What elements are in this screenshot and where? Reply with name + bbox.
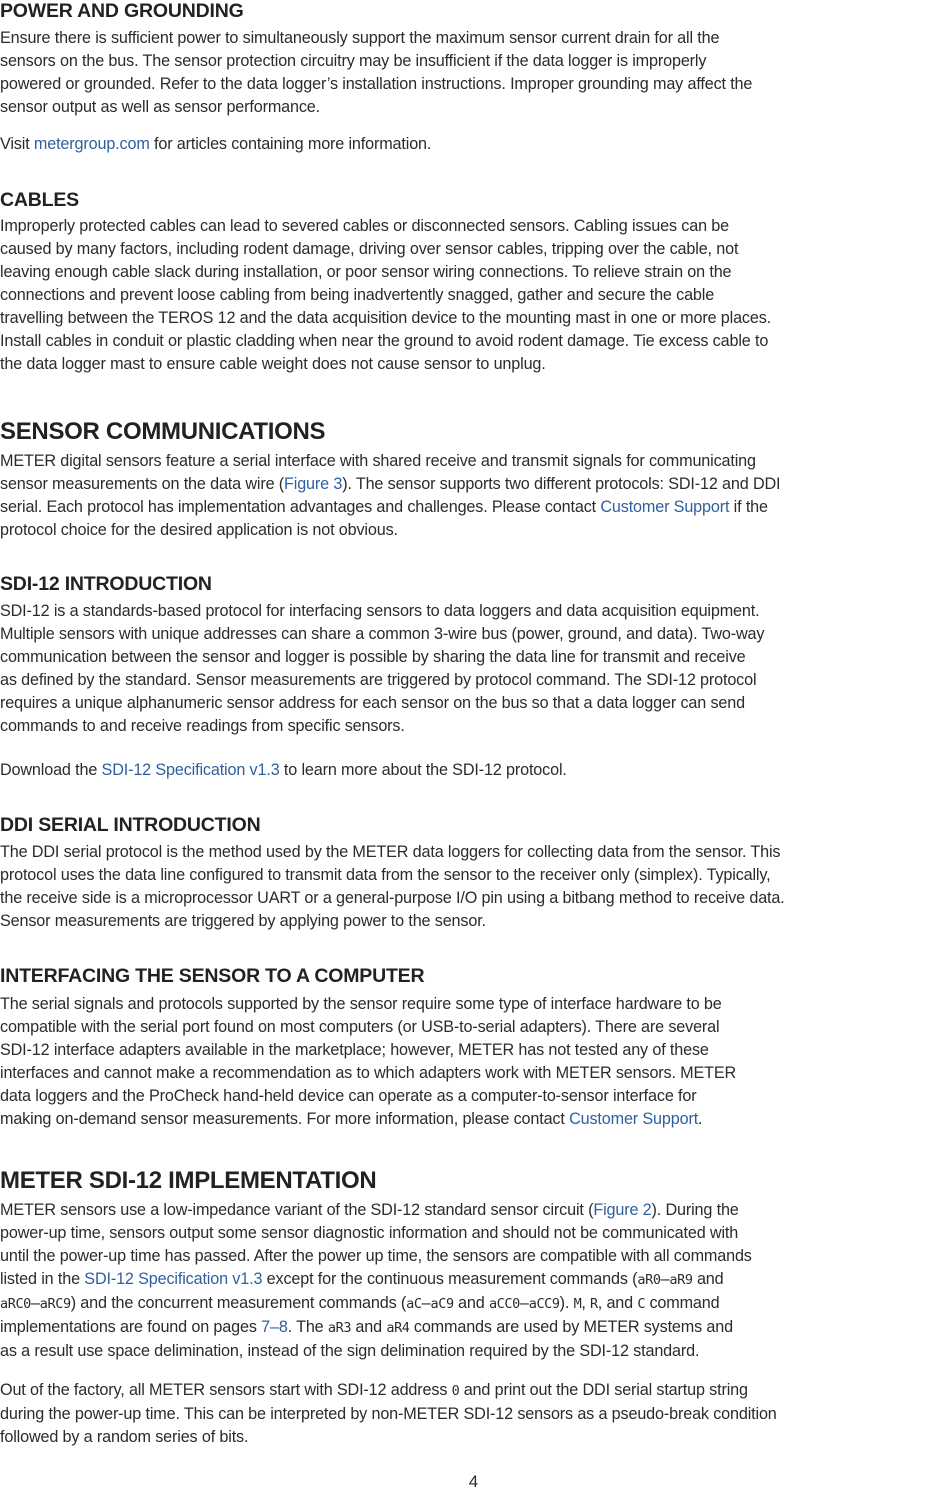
heading-interfacing-sensor-computer: INTERFACING THE SENSOR TO A COMPUTER (0, 965, 425, 987)
text-line: sensors on the bus. The sensor protection circuitry may be insufficient if the data logger is improperly (0, 52, 707, 70)
heading-sensor-communications: SENSOR COMMUNICATIONS (0, 418, 326, 445)
text: , and (597, 1294, 638, 1312)
code-command: C (637, 1296, 646, 1312)
code-command: aR3 (327, 1320, 352, 1336)
heading-power-and-grounding: POWER AND GROUNDING (0, 0, 244, 22)
text-line: Sensor measurements are triggered by applying power to the sensor. (0, 912, 486, 930)
text: – (519, 1294, 529, 1312)
text-line: power-up time, sensors output some sensor diagnostic information and should not be communicated with (0, 1224, 739, 1242)
text-line: sensor output as well as sensor performance. (0, 98, 321, 116)
text-line: caused by many factors, including rodent damage, driving over sensor cables, tripping over the cable, not (0, 240, 739, 258)
link-customer-support[interactable]: Customer Support (569, 1110, 699, 1128)
text-line (0, 1199, 947, 1222)
text: and (453, 1294, 489, 1312)
text-line (0, 759, 947, 782)
text-line: interfaces and cannot make a recommendation as to which adapters work with METER sensors. METER (0, 1064, 737, 1082)
heading-ddi-serial-introduction: DDI SERIAL INTRODUCTION (0, 814, 261, 836)
link-figure-2[interactable]: Figure 2 (593, 1201, 652, 1219)
code-command: aC (406, 1296, 422, 1312)
text-line (0, 496, 947, 519)
code-command: R (590, 1296, 598, 1312)
text: Visit (0, 135, 34, 153)
text: serial. Each protocol has implementation advantages and challenges. Please contact (0, 498, 601, 516)
text-line: powered or grounded. Refer to the data logger’s installation instructions. Improper grounding may affect the (0, 75, 753, 93)
text: making on-demand sensor measurements. For more information, please contact (0, 1110, 570, 1128)
paragraph-visit (0, 133, 947, 156)
text-line: METER digital sensors feature a serial interface with shared receive and transmit signals for communicating (0, 452, 756, 470)
text: for articles containing more information. (149, 135, 432, 153)
text: ) and the concurrent measurement commands ( (70, 1294, 407, 1312)
text: METER sensors use a low-impedance variant of the SDI-12 standard sensor circuit ( (0, 1201, 594, 1219)
text-line: protocol uses the data line configured to transmit data from the sensor to the receiver only (simplex). Typically, (0, 866, 771, 884)
text: and (351, 1318, 387, 1336)
text: and print out the DDI serial startup string (459, 1381, 748, 1399)
text-line: requires a unique alphanumeric sensor address for each sensor on the bus so that a data logger can send (0, 694, 745, 712)
code-command: aCC9 (528, 1296, 560, 1312)
heading-sdi12-introduction: SDI-12 INTRODUCTION (0, 573, 212, 595)
text: commands are used by METER systems and (409, 1318, 733, 1336)
text-line (0, 1108, 947, 1131)
code-command: aRC9 (39, 1296, 71, 1312)
text: – (421, 1294, 431, 1312)
text: . The (287, 1318, 328, 1336)
text-line: SDI-12 interface adapters available in the marketplace; however, METER has not tested any of these (0, 1041, 709, 1059)
text-line (0, 1268, 947, 1292)
code-command: aR4 (386, 1320, 410, 1336)
text: Out of the factory, all METER sensors start with SDI-12 address (0, 1381, 452, 1399)
text-line: as defined by the standard. Sensor measurements are triggered by protocol command. The SDI-12 protocol (0, 671, 757, 689)
text-line: until the power-up time has passed. After the power up time, the sensors are compatible with all commands (0, 1247, 752, 1265)
text: – (660, 1270, 670, 1288)
text: . (698, 1110, 703, 1128)
code-command: aRC0 (0, 1296, 31, 1312)
text-line (0, 1316, 947, 1340)
page-number: 4 (468, 1472, 479, 1491)
text: implementations are found on pages (0, 1318, 262, 1336)
code-address: 0 (451, 1383, 460, 1399)
paragraph-sdi12-intro (0, 600, 947, 738)
text: , (581, 1294, 591, 1312)
text: command (645, 1294, 720, 1312)
text-line: during the power-up time. This can be interpreted by non-METER SDI-12 sensors as a pseudo-break condition (0, 1405, 777, 1423)
text-line: The serial signals and protocols supported by the sensor require some type of interface hardware to be (0, 995, 722, 1013)
link-metergroup[interactable]: metergroup.com (33, 135, 150, 153)
text-line (0, 1379, 947, 1403)
text: Download the (0, 761, 102, 779)
text-line (0, 133, 947, 156)
text-line: protocol choice for the desired application is not obvious. (0, 521, 398, 539)
text-line: the receive side is a microprocessor UART or a general-purpose I/O pin using a bitbang method to receive data. (0, 889, 785, 907)
text: sensor measurements on the data wire ( (0, 475, 285, 493)
text: except for the continuous measurement commands ( (262, 1270, 638, 1288)
link-pages-7-8[interactable]: 7–8 (261, 1318, 288, 1336)
heading-meter-sdi12-implementation: METER SDI-12 IMPLEMENTATION (0, 1167, 377, 1194)
text-line: Ensure there is sufficient power to simultaneously support the maximum sensor current drain for all the (0, 29, 720, 47)
text-line: SDI-12 is a standards-based protocol for interfacing sensors to data loggers and data acquisition equipment. (0, 602, 760, 620)
text-line: The DDI serial protocol is the method used by the METER data loggers for collecting data from the sensor. This (0, 843, 781, 861)
text-line: leaving enough cable slack during installation, or poor sensor wiring connections. To relieve strain on the (0, 263, 732, 281)
text-line: data loggers and the ProCheck hand-held device can operate as a computer-to-sensor interface for (0, 1087, 697, 1105)
text-line: compatible with the serial port found on most computers (or USB-to-serial adapters). There are several (0, 1018, 720, 1036)
text: if the (729, 498, 768, 516)
code-command: aR9 (669, 1272, 693, 1288)
text-line: as a result use space delimination, instead of the sign delimination required by the SDI-12 standard. (0, 1342, 700, 1360)
link-sdi12-specification[interactable]: SDI-12 Specification v1.3 (101, 761, 280, 779)
code-command: aCC0 (488, 1296, 520, 1312)
paragraph-factory (0, 1379, 947, 1449)
text: ). During the (651, 1201, 739, 1219)
text-line: Install cables in conduit or plastic cladding when near the ground to avoid rodent damage. Tie excess cable to (0, 332, 769, 350)
text-line: the data logger mast to ensure cable weight does not cause sensor to unplug. (0, 355, 546, 373)
paragraph-meter-implementation (0, 1199, 947, 1363)
paragraph-power (0, 27, 947, 119)
text: ). The sensor supports two different protocols: SDI-12 and DDI (342, 475, 781, 493)
heading-cables: CABLES (0, 189, 79, 211)
text-line: followed by a random series of bits. (0, 1428, 249, 1446)
text: listed in the (0, 1270, 85, 1288)
text-line (0, 1292, 947, 1316)
code-command: M (573, 1296, 582, 1312)
paragraph-interfacing (0, 993, 947, 1131)
paragraph-ddi-intro (0, 841, 947, 933)
text: ). (559, 1294, 574, 1312)
link-customer-support[interactable]: Customer Support (600, 498, 730, 516)
text-line: Improperly protected cables can lead to severed cables or disconnected sensors. Cabling issues can be (0, 217, 729, 235)
text-line: travelling between the TEROS 12 and the data acquisition device to the mounting mast in one or more places. (0, 309, 772, 327)
text-line (0, 473, 947, 496)
link-sdi12-specification[interactable]: SDI-12 Specification v1.3 (84, 1270, 263, 1288)
paragraph-cables (0, 215, 947, 376)
text: to learn more about the SDI-12 protocol. (279, 761, 567, 779)
text-line: communication between the sensor and logger is possible by sharing the data line for transmit and receive (0, 648, 746, 666)
text-line: Multiple sensors with unique addresses can share a common 3-wire bus (power, ground, and data). Two-way (0, 625, 765, 643)
code-command: aC9 (430, 1296, 454, 1312)
text-line: commands to and receive readings from specific sensors. (0, 717, 405, 735)
paragraph-sdi12-download (0, 759, 947, 782)
paragraph-sensor-communications (0, 450, 947, 542)
code-command: aR0 (637, 1272, 661, 1288)
text-line: connections and prevent loose cabling from being inadvertently snagged, gather and secure the cable (0, 286, 715, 304)
text: and (692, 1270, 724, 1288)
link-figure-3[interactable]: Figure 3 (284, 475, 343, 493)
text: – (30, 1294, 40, 1312)
